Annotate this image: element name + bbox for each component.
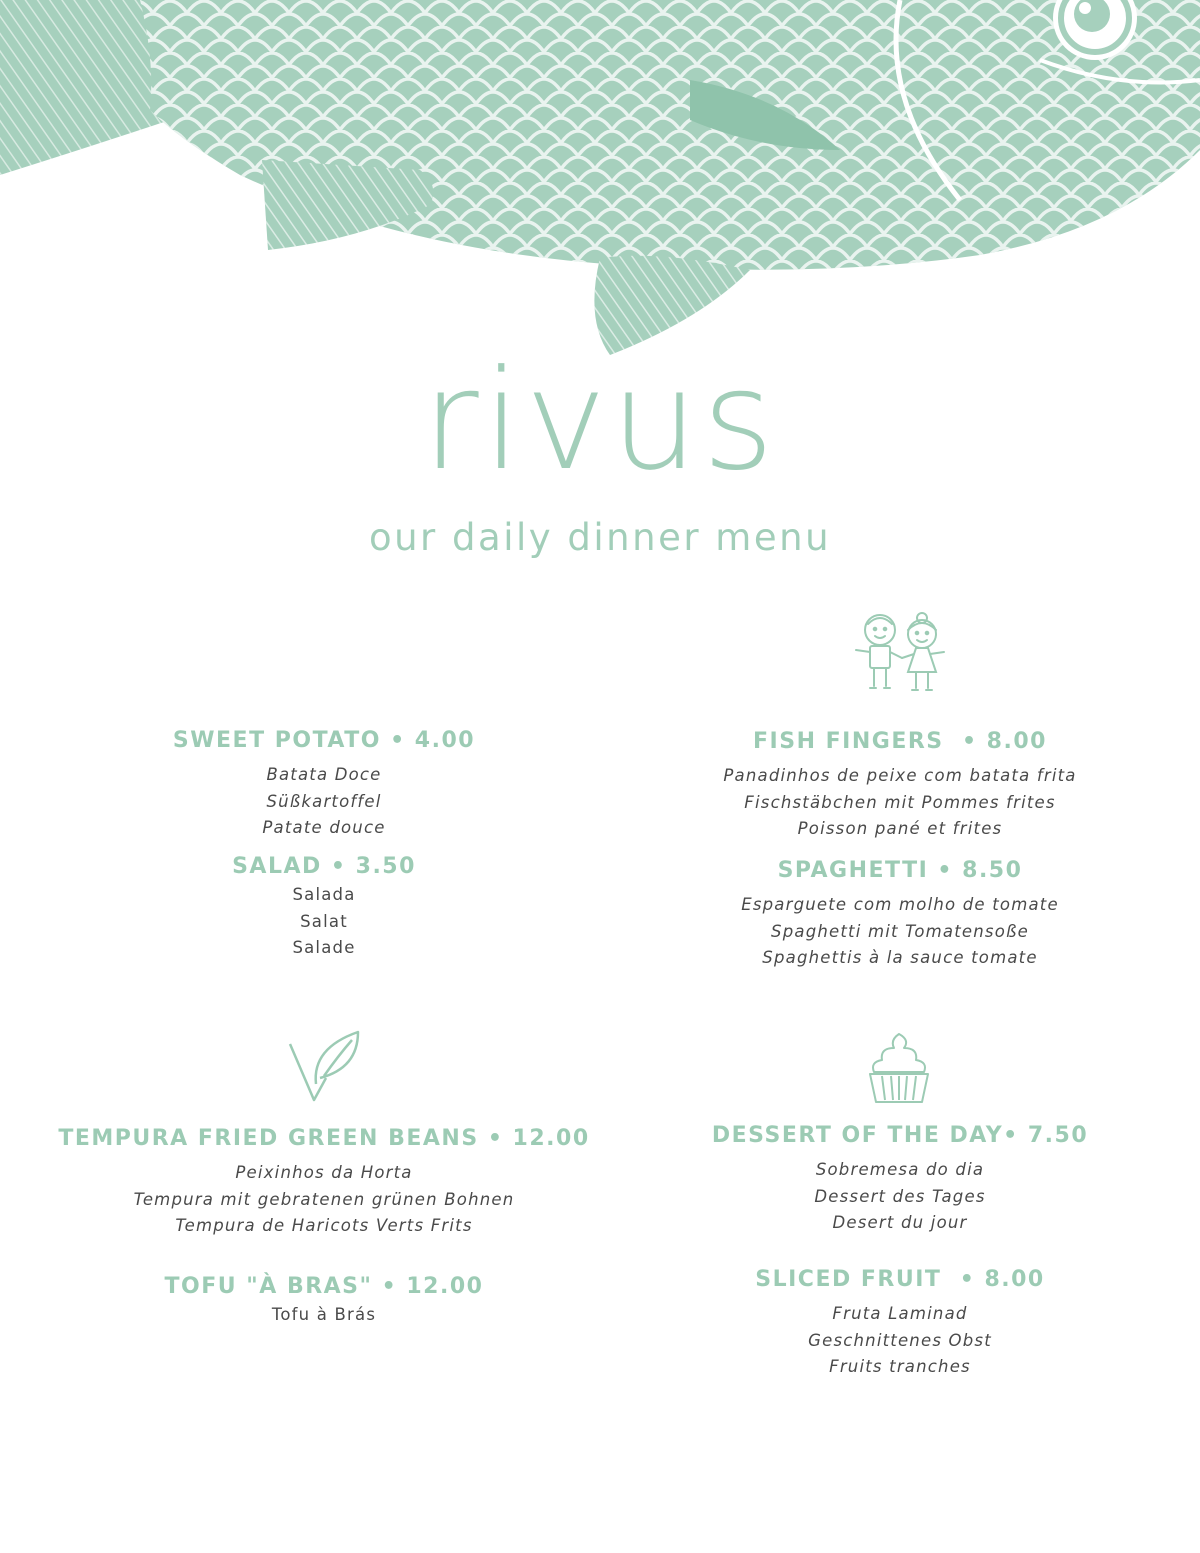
dish-translation: Desert du jour bbox=[832, 1213, 968, 1232]
dish-translation: Geschnittenes Obst bbox=[808, 1330, 992, 1350]
dish-translation: Salada bbox=[292, 885, 356, 904]
fish-illustration bbox=[0, 0, 1200, 360]
dish-translation: Peixinhos da Horta bbox=[235, 1163, 413, 1182]
dish-translation: Tempura mit gebratenen grünen Bohnen bbox=[133, 1189, 515, 1209]
dish-title: TEMPURA FRIED GREEN BEANS • 12.00 bbox=[58, 1126, 590, 1151]
dish-translation: Fruta Laminad bbox=[832, 1304, 968, 1323]
dish-translation: Tofu à Brás bbox=[271, 1305, 377, 1324]
dish-title: FISH FINGERS • 8.00 bbox=[753, 729, 1047, 754]
dish-translation: Dessert des Tages bbox=[814, 1186, 986, 1206]
menu-item-fish-fingers bbox=[600, 727, 1200, 843]
dish-title: DESSERT OF THE DAY• 7.50 bbox=[711, 1123, 1089, 1148]
menu-item-spaghetti bbox=[600, 856, 1200, 972]
menu-item-salad bbox=[24, 852, 624, 962]
dish-translation: Poisson pané et frites bbox=[797, 819, 1003, 838]
leaf-icon bbox=[284, 1028, 364, 1106]
dish-title: SWEET POTATO • 4.00 bbox=[172, 728, 476, 753]
menu-subtitle: our daily dinner menu bbox=[368, 516, 832, 559]
dish-translation: Spaghettis à la sauce tomate bbox=[762, 948, 1038, 967]
brand-logo: rivus bbox=[421, 340, 779, 501]
dish-translation: Esparguete com molho de tomate bbox=[741, 895, 1059, 914]
dish-translation: Panadinhos de peixe com batata frita bbox=[723, 766, 1077, 785]
menu-item-tofu-a-bras bbox=[24, 1272, 624, 1329]
dish-translation: Batata Doce bbox=[266, 765, 382, 784]
menu-item-dessert-of-the-day bbox=[600, 1121, 1200, 1237]
kids-icon bbox=[850, 610, 950, 698]
dish-translation: Tempura de Haricots Verts Frits bbox=[175, 1216, 473, 1235]
dish-translation: Salade bbox=[292, 938, 356, 957]
cupcake-icon bbox=[866, 1030, 932, 1106]
menu-item-tempura-green-beans bbox=[24, 1124, 624, 1240]
dish-translation: Fruits tranches bbox=[829, 1357, 971, 1376]
dish-title: SLICED FRUIT • 8.00 bbox=[755, 1267, 1045, 1292]
dish-translation: Patate douce bbox=[262, 818, 386, 837]
menu-item-sweet-potato bbox=[24, 726, 624, 842]
dish-title: SPAGHETTI • 8.50 bbox=[777, 858, 1023, 883]
dish-translation: Fischstäbchen mit Pommes frites bbox=[744, 792, 1056, 812]
dish-title: TOFU "À BRAS" • 12.00 bbox=[164, 1274, 484, 1299]
dish-translation: Salat bbox=[300, 911, 348, 931]
dish-translation: Spaghetti mit Tomatensoße bbox=[771, 921, 1029, 941]
dish-translation: Sobremesa do dia bbox=[815, 1160, 985, 1179]
dish-translation: Süßkartoffel bbox=[266, 791, 382, 811]
menu-item-sliced-fruit bbox=[600, 1265, 1200, 1381]
dish-title: SALAD • 3.50 bbox=[232, 854, 416, 879]
